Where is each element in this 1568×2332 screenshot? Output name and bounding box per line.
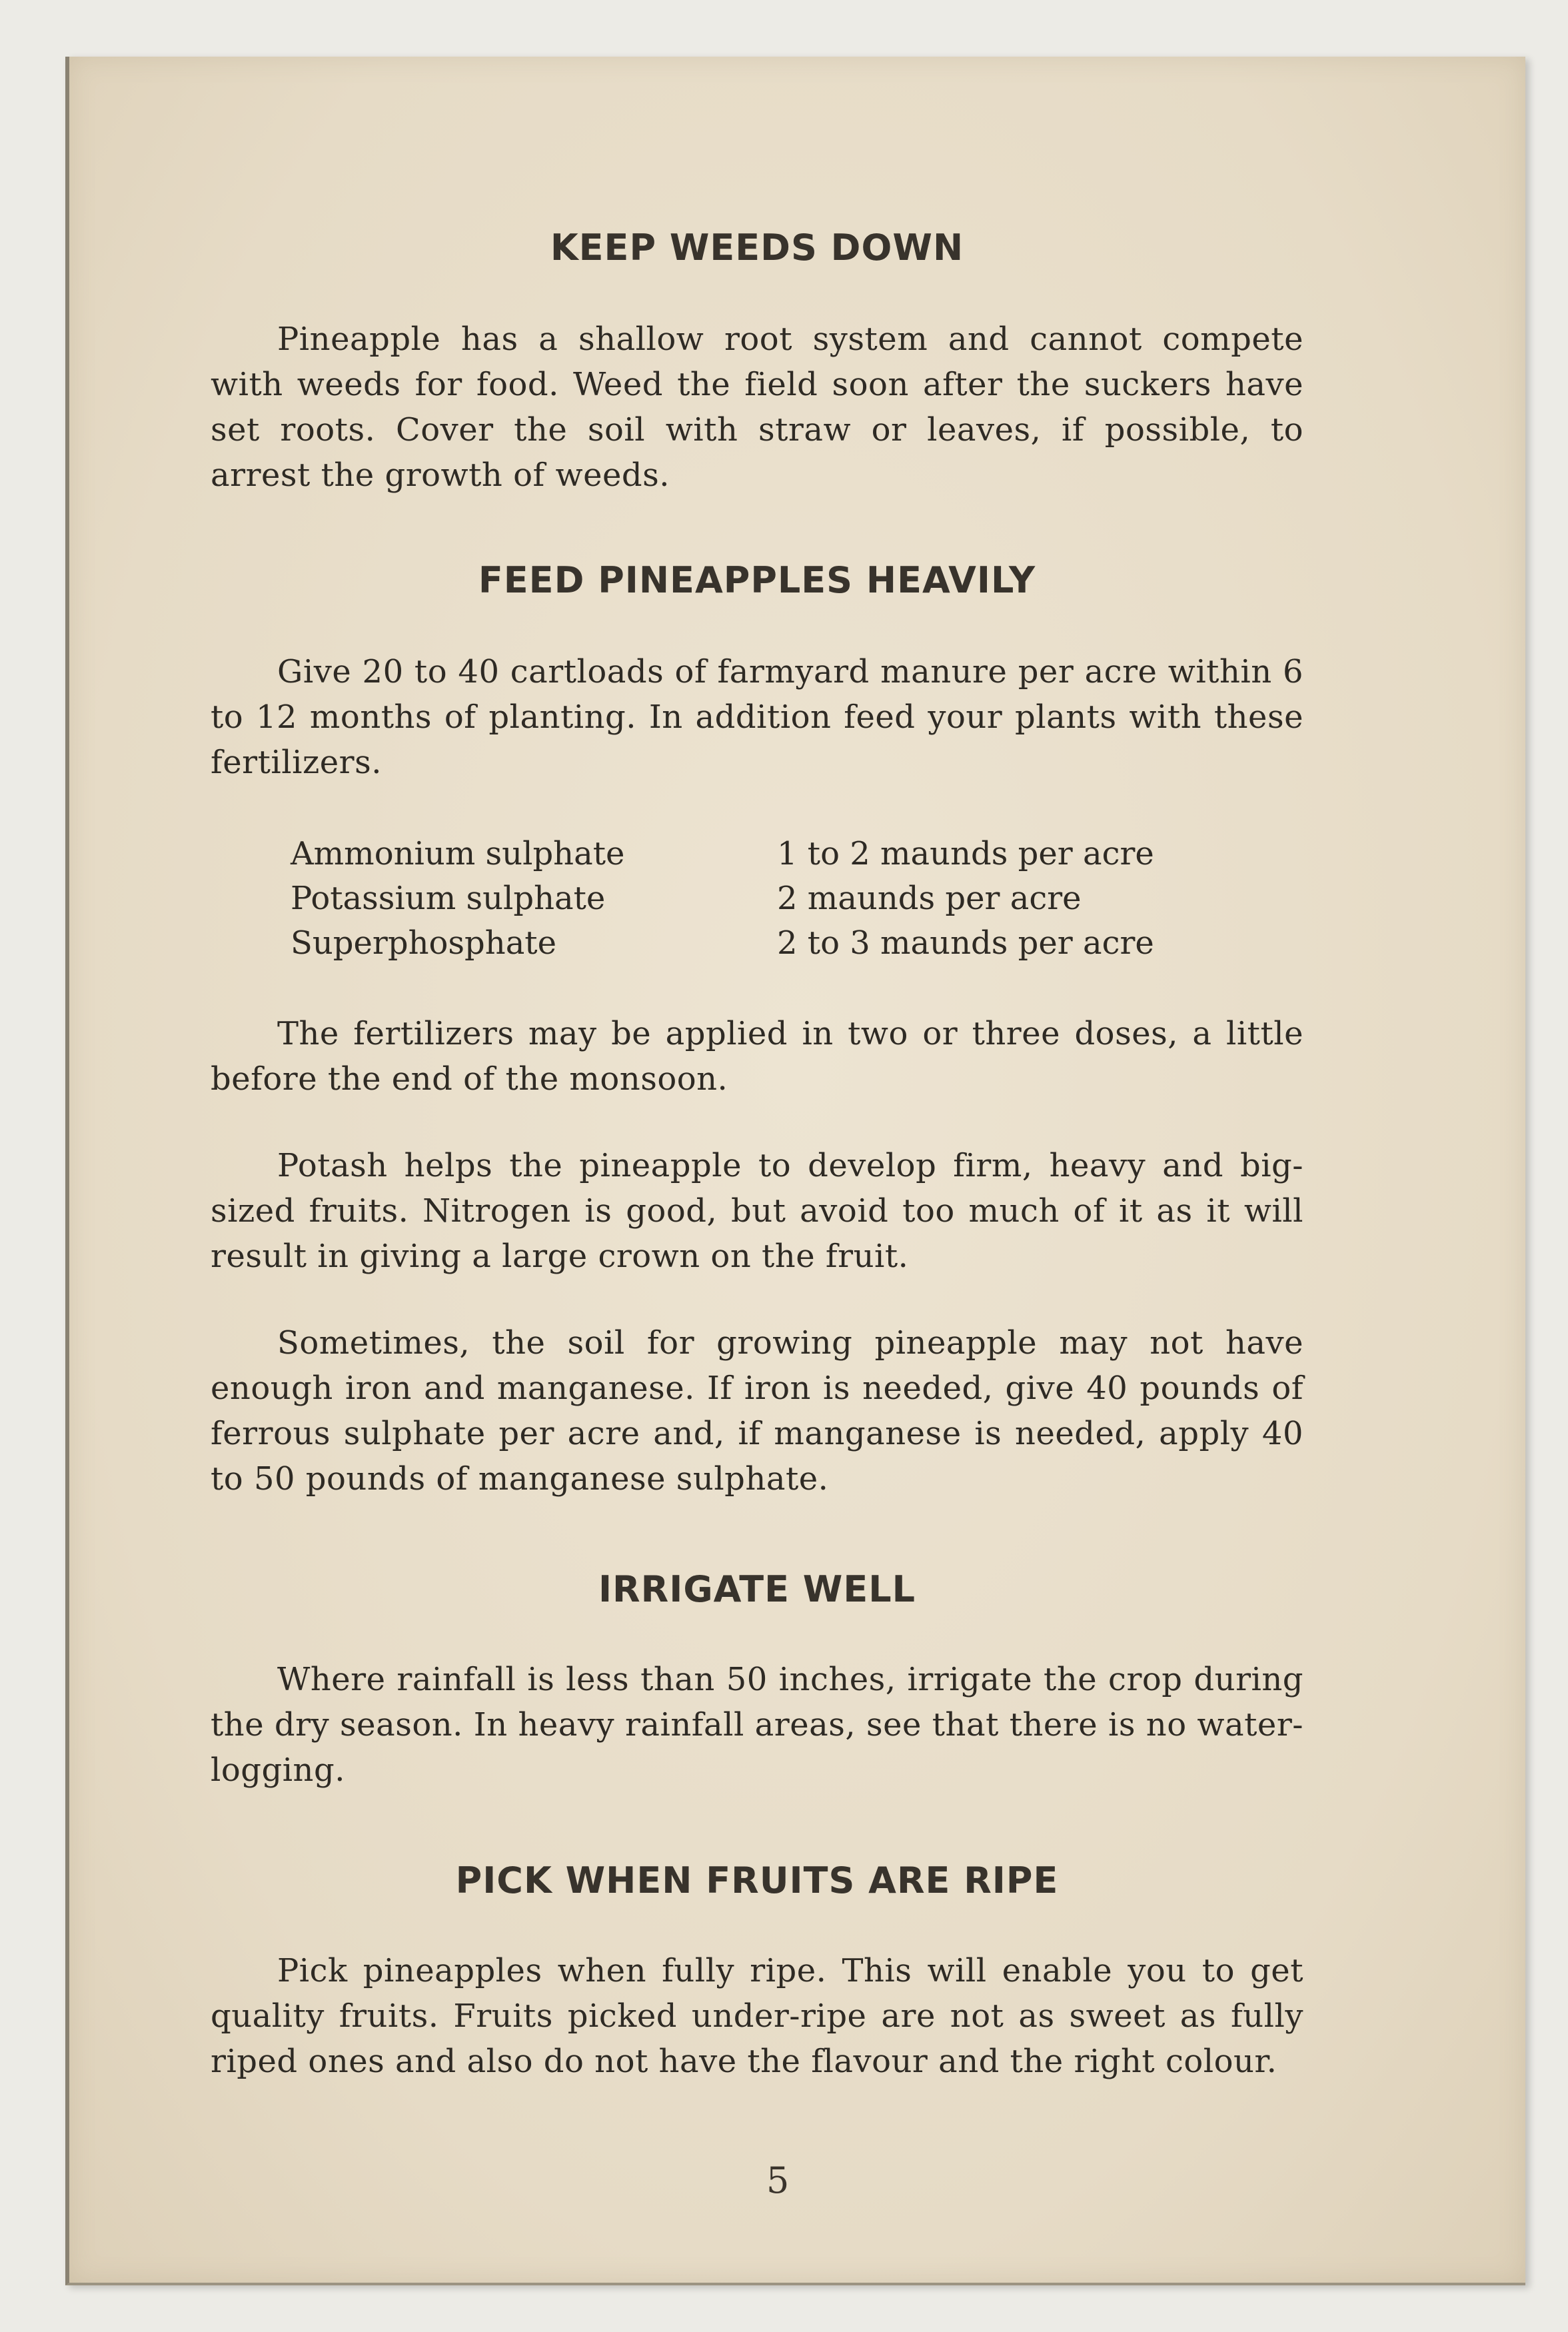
fertilizer-rate: 2 maunds per acre [777,880,1082,917]
fertilizer-table [291,832,1154,966]
paragraph-manure: Give 20 to 40 cartloads of farmyard manure per acre within 6 to 12 months of planting. In addition feed your plants with these fertilizers. [211,653,1303,781]
heading-keep-weeds-down: KEEP WEEDS DOWN [550,227,964,269]
page-content [211,200,1303,2084]
page-number: 5 [766,2159,790,2201]
paragraph-irrigation: Where rainfall is less than 50 inches, irrigate the crop during the dry season. In heavy rainfall areas, see that there is no water-logging. [211,1661,1303,1789]
fertilizer-name: Potassium sulphate [291,880,606,917]
fertilizer-rate: 1 to 2 maunds per acre [777,835,1154,872]
paragraph-potash: Potash helps the pineapple to develop firm, heavy and big-sized fruits. Nitrogen is good, but avoid too much of it as it will result in giving a large crown on the fruit. [211,1147,1303,1275]
heading-feed-pineapples: FEED PINEAPPLES HEAVILY [478,559,1036,601]
fertilizer-row [291,876,1154,921]
fertilizer-rate: 2 to 3 maunds per acre [777,924,1154,962]
paragraph-iron-manganese: Sometimes, the soil for growing pineapple may not have enough iron and manganese. If iron is needed, give 40 pounds of ferrous sulphate per acre and, if manganese is needed, apply 40 to 50 pounds of manganese sulphate. [211,1324,1303,1498]
fertilizer-name: Superphosphate [291,924,556,962]
fertilizer-row [291,921,1154,966]
fertilizer-name: Ammonium sulphate [291,835,625,872]
paragraph-weeds: Pineapple has a shallow root system and cannot compete with weeds for food. Weed the field soon after the suckers have set roots. Cover the soil with straw or leaves, if possible, to arrest the growth of weeds. [211,321,1303,494]
heading-irrigate-well: IRRIGATE WELL [598,1568,916,1610]
heading-pick-ripe: PICK WHEN FRUITS ARE RIPE [455,1859,1059,1901]
paragraph-doses: The fertilizers may be applied in two or three doses, a little before the end of the monsoon. [211,1015,1303,1098]
paragraph-picking: Pick pineapples when fully ripe. This will enable you to get quality fruits. Fruits picked under-ripe are not as sweet as fully riped ones and also do not have the flavour and the right colour. [211,1952,1303,2080]
fertilizer-row [291,832,1154,876]
